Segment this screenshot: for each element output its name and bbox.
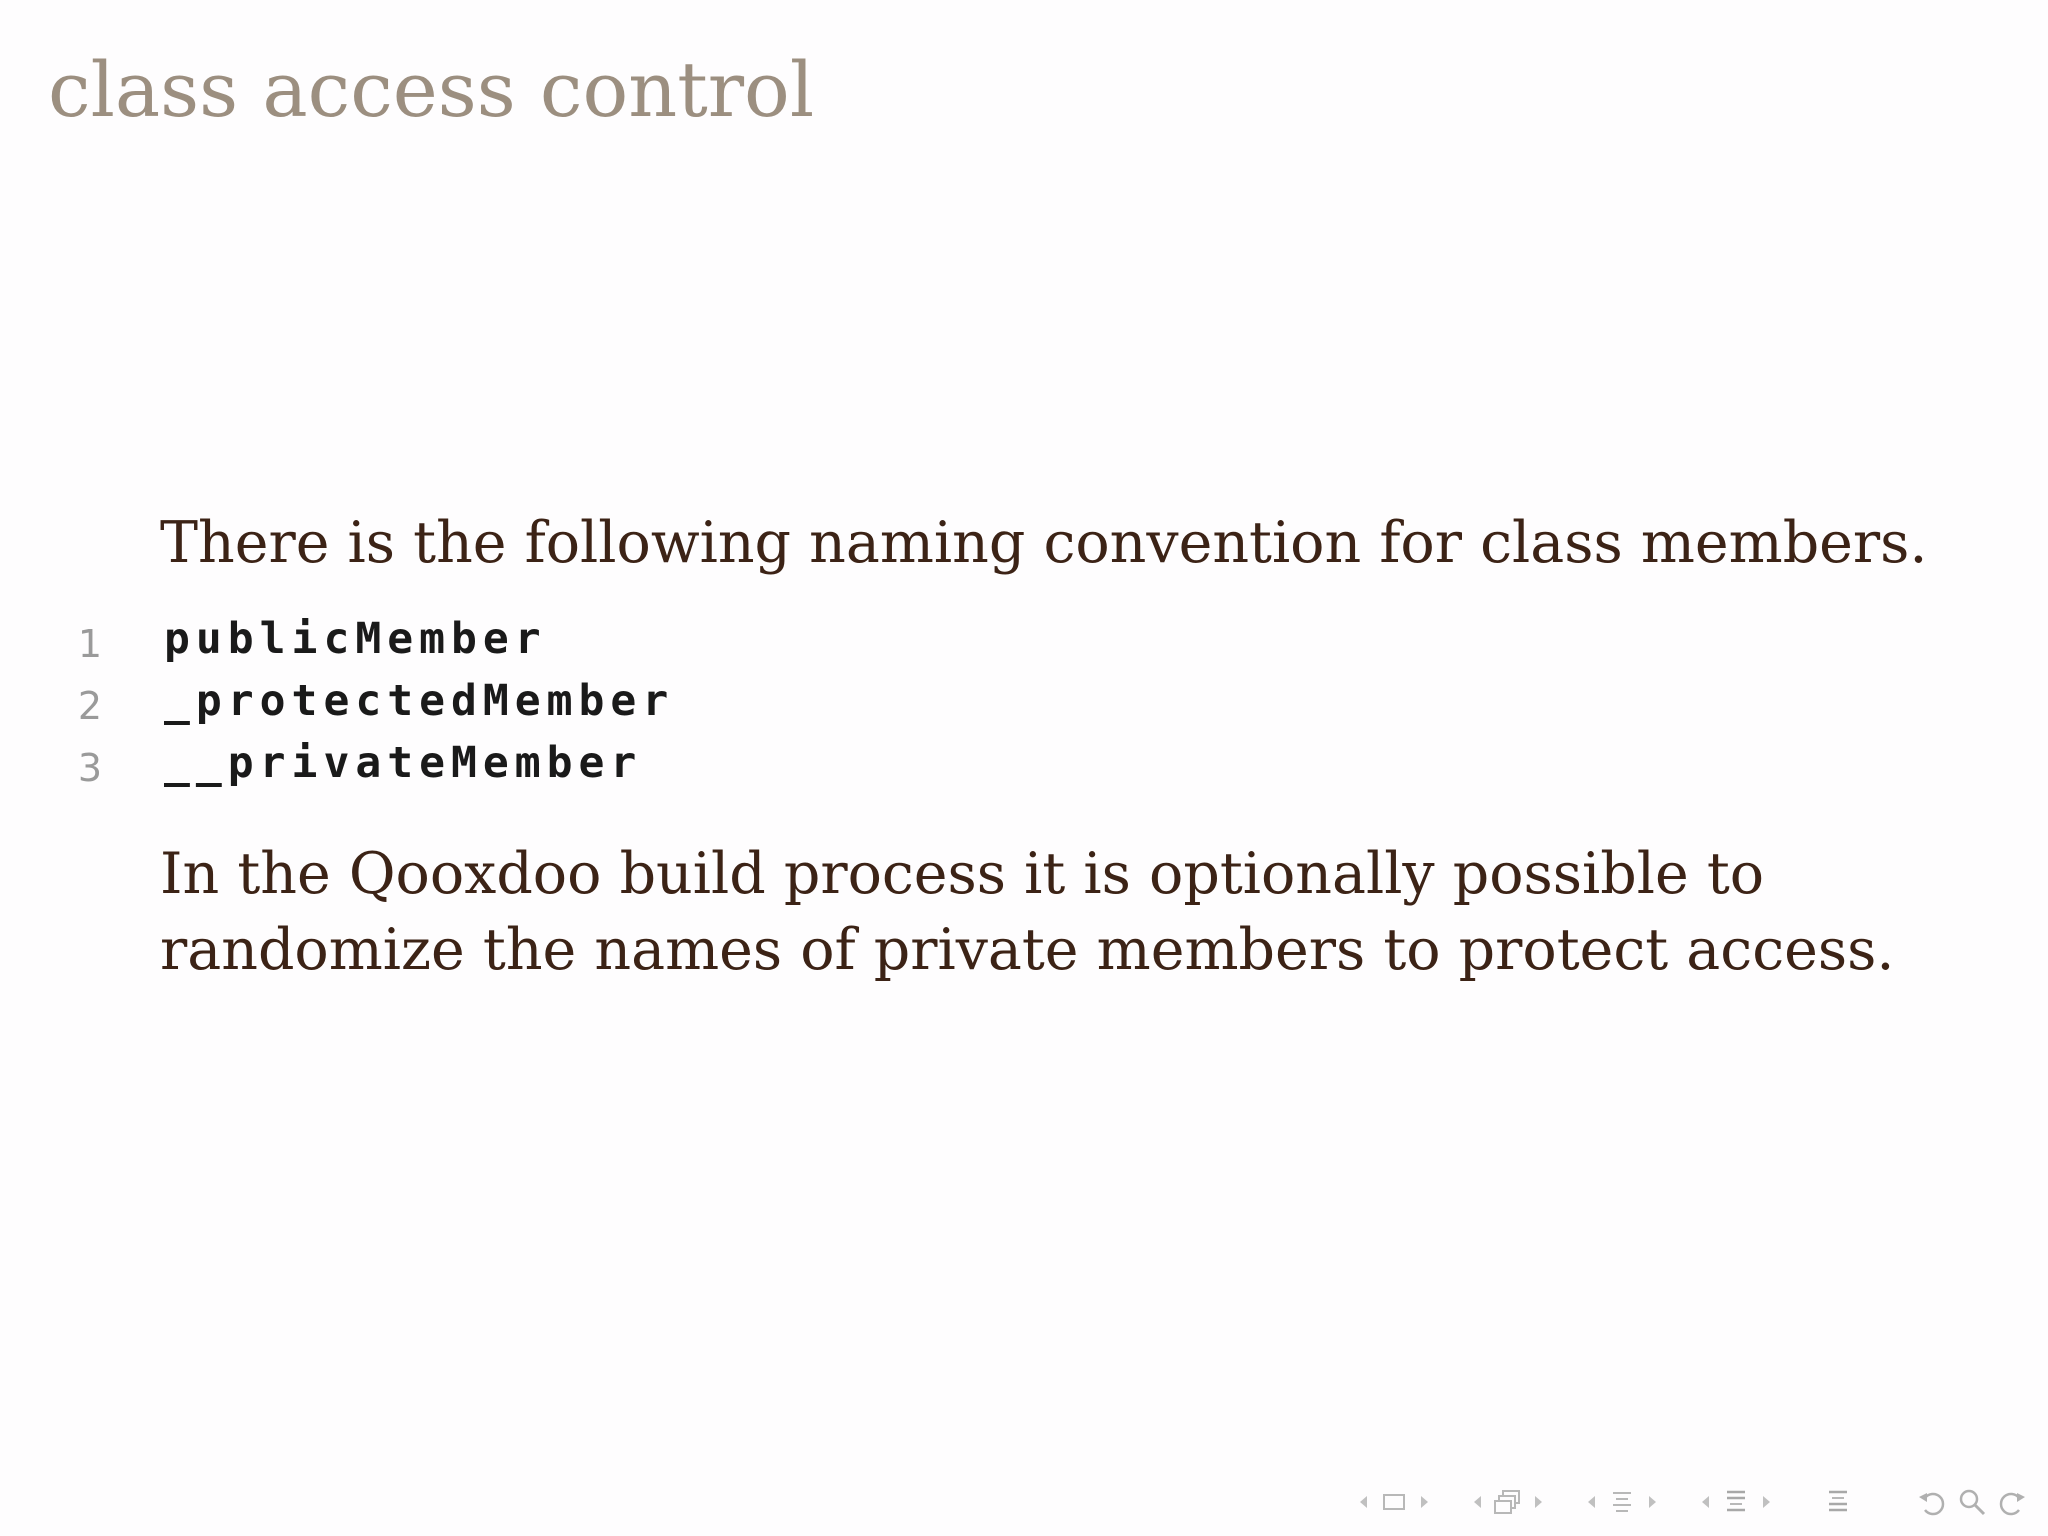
- document-nav-group: [1694, 1486, 1778, 1518]
- line-number: 1: [77, 622, 103, 666]
- section-icon[interactable]: [1602, 1486, 1642, 1518]
- next-frame-arrow-icon[interactable]: [1414, 1486, 1436, 1518]
- code-text: __privateMember: [164, 738, 643, 788]
- code-text: _protectedMember: [164, 676, 675, 726]
- section-nav-group: [1580, 1486, 1664, 1518]
- search-icon[interactable]: [1954, 1486, 1990, 1518]
- back-icon[interactable]: [1914, 1486, 1950, 1518]
- line-number: 2: [77, 684, 103, 728]
- nav-tools: [1914, 1486, 2030, 1518]
- outro-line-1: In the Qooxdoo build process it is optionally possible to: [160, 841, 1765, 907]
- next-section-arrow-icon[interactable]: [1642, 1486, 1664, 1518]
- prev-section-arrow-icon[interactable]: [1580, 1486, 1602, 1518]
- intro-paragraph: There is the following naming convention for class members.: [160, 510, 1928, 576]
- subsection-nav-group: [1466, 1486, 1550, 1518]
- toc-icon[interactable]: [1818, 1486, 1858, 1518]
- prev-document-arrow-icon[interactable]: [1694, 1486, 1716, 1518]
- toc-nav-group: [1818, 1486, 1858, 1518]
- next-document-arrow-icon[interactable]: [1756, 1486, 1778, 1518]
- outro-paragraph: [160, 836, 1895, 988]
- frame-nav-group: [1352, 1486, 1436, 1518]
- next-subsection-arrow-icon[interactable]: [1528, 1486, 1550, 1518]
- slide-title: class access control: [48, 45, 815, 134]
- prev-frame-arrow-icon[interactable]: [1352, 1486, 1374, 1518]
- subsection-icon[interactable]: [1488, 1486, 1528, 1518]
- beamer-navigation-bar: [1322, 1482, 2030, 1522]
- document-icon[interactable]: [1716, 1486, 1756, 1518]
- prev-subsection-arrow-icon[interactable]: [1466, 1486, 1488, 1518]
- frame-icon[interactable]: [1374, 1486, 1414, 1518]
- code-text: publicMember: [164, 614, 547, 664]
- outro-line-2: randomize the names of private members to protect access.: [160, 917, 1895, 983]
- line-number: 3: [77, 746, 103, 790]
- forward-icon[interactable]: [1994, 1486, 2030, 1518]
